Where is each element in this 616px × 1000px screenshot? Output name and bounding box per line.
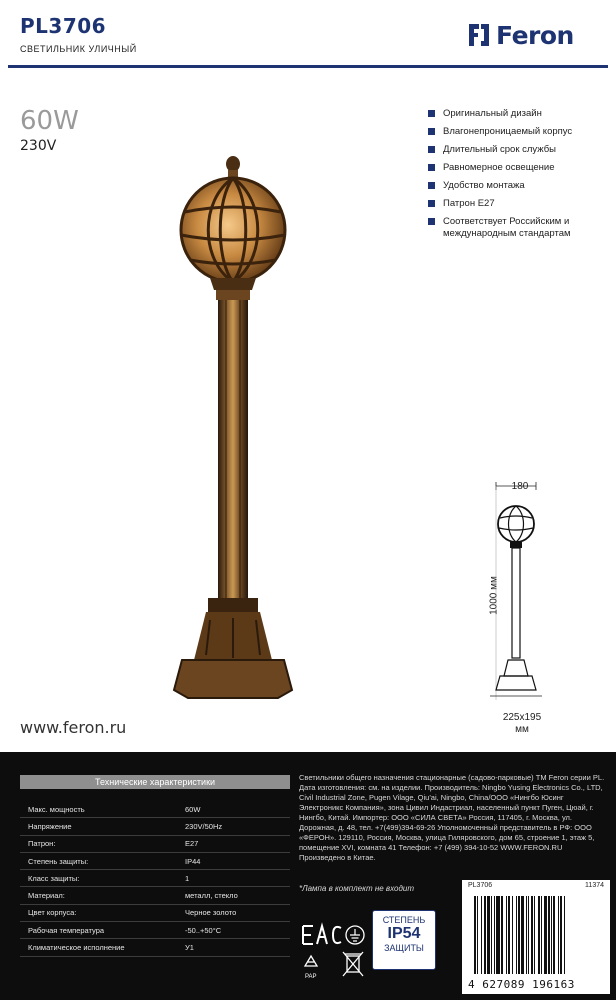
bullet-square-icon <box>428 182 435 189</box>
feature-item: Длительный срок службы <box>428 144 608 156</box>
power-rating: 60W <box>20 106 79 136</box>
barcode-bar <box>551 896 552 974</box>
bullet-square-icon <box>428 110 435 117</box>
barcode-bars <box>470 894 602 976</box>
barcode-bar <box>521 896 524 974</box>
header-divider <box>8 65 608 68</box>
dimension-width: 180 <box>511 481 529 492</box>
spec-row: Материал: металл, стекло <box>20 887 290 904</box>
spec-row: Патрон: E27 <box>20 836 290 853</box>
barcode-bar <box>526 896 527 974</box>
barcode-bar <box>512 896 513 974</box>
barcode-bar <box>494 896 495 974</box>
barcode-bar <box>496 896 500 974</box>
weee-bin-icon <box>343 952 363 976</box>
barcode-bar <box>501 896 503 974</box>
lamp-product-image <box>160 150 310 710</box>
feature-item: Равномерное освещение <box>428 162 608 174</box>
spec-row: Напряжение 230V/50Hz <box>20 818 290 835</box>
barcode-digits: 4 627089 196163 <box>468 978 575 991</box>
barcode-bar <box>548 896 550 974</box>
bullet-square-icon <box>428 146 435 153</box>
barcode-bar <box>491 896 492 974</box>
dimension-base: 225x195 мм <box>502 712 542 735</box>
lamp-not-included-note: *Лампа в комплект не входит <box>299 884 414 893</box>
feature-list <box>428 108 608 246</box>
header <box>0 0 616 70</box>
spec-row: Класс защиты: 1 <box>20 870 290 887</box>
barcode-bar <box>564 896 565 974</box>
brand-logo <box>466 20 574 50</box>
eac-mark-icon <box>303 926 341 944</box>
spec-row: Макс. мощность 60W <box>20 801 290 818</box>
barcode-bar <box>516 896 517 974</box>
bullet-square-icon <box>428 164 435 171</box>
barcode-bar <box>528 896 529 974</box>
spec-row: Цвет корпуса: Черное золото <box>20 905 290 922</box>
feron-logo-icon <box>466 21 492 49</box>
feature-item: Оригинальный дизайн <box>428 108 608 120</box>
barcode-bar <box>553 896 555 974</box>
barcode-bar <box>506 896 507 974</box>
website-link[interactable]: www.feron.ru <box>20 718 127 737</box>
barcode-bar <box>538 896 540 974</box>
certification-marks <box>299 920 369 990</box>
bullet-square-icon <box>428 218 435 225</box>
feature-item: Патрон Е27 <box>428 198 608 210</box>
barcode-bar <box>474 896 476 974</box>
specs-title: Технические характеристики <box>20 775 290 789</box>
spec-row: Рабочая температура -50..+50°С <box>20 922 290 939</box>
barcode-bar <box>481 896 482 974</box>
model-number: PL3706 <box>20 14 107 38</box>
barcode-bar <box>541 896 542 974</box>
barcode-number: 11374 <box>585 882 604 889</box>
product-subtitle: СВЕТИЛЬНИК УЛИЧНЫЙ <box>20 44 137 54</box>
barcode-bar <box>531 896 533 974</box>
barcode-bar <box>477 896 478 974</box>
barcode-product-code: PL3706 <box>468 882 493 889</box>
feature-item: Соответствует Российским и международным стандартам <box>428 216 608 240</box>
barcode-label <box>462 880 610 994</box>
feature-item: Влагонепроницаемый корпус <box>428 126 608 138</box>
barcode-bar <box>518 896 520 974</box>
barcode-bar <box>534 896 535 974</box>
manufacturer-info: Светильники общего назначения стационарные (садово-парковые) ТМ Feron серии PL. Дата изготовления: см. на изделии. Производитель: Ningbo Yusing Electronics Co., LTD, Civil Industrial Zone, Pugen Vilage, Qiu'ai, Ningbo, China/ООО «Нингбо Юсинг Электроникс Компания», зона Цивил Индастриал, населенный пункт Пуген, Цюай, г. Нингбо, Китай. Импортер: ООО «СИЛА СВЕТА» Россия, 117405, г. Москва, ул. Дорожная, д. 48, тел. +7(499)394-69-26 Уполномоченный представитель в РФ: ООО «ФЕРОН». 129110, Россия, Москва, улица Гиляровского, дом 65, строение 1, этаж 5, помещение XVI, комната 41 Телефон: +7 (499) 394-10-52 WWW.FERON.RU Произведено в Китае. <box>299 773 605 862</box>
feature-item: Удобство монтажа <box>428 180 608 192</box>
ip-rating-badge: СТЕПЕНЬ IP54 ЗАЩИТЫ <box>372 910 436 970</box>
barcode-bar <box>508 896 510 974</box>
dimension-height: 1000 мм <box>488 576 500 615</box>
brand-name: Feron <box>496 20 574 50</box>
barcode-bar <box>544 896 547 974</box>
spec-row: Климатическое исполнение У1 <box>20 939 290 956</box>
pap-label: PAP <box>305 974 317 980</box>
barcode-bar <box>558 896 559 974</box>
spec-row: Степень защиты: IP44 <box>20 853 290 870</box>
barcode-bar <box>560 896 562 974</box>
recycle-icon <box>305 956 317 966</box>
ground-symbol-icon <box>346 926 364 944</box>
bullet-square-icon <box>428 200 435 207</box>
bullet-square-icon <box>428 128 435 135</box>
specs-table <box>20 775 290 957</box>
barcode-bar <box>484 896 486 974</box>
barcode-bar <box>487 896 490 974</box>
voltage-rating: 230V <box>20 138 57 154</box>
